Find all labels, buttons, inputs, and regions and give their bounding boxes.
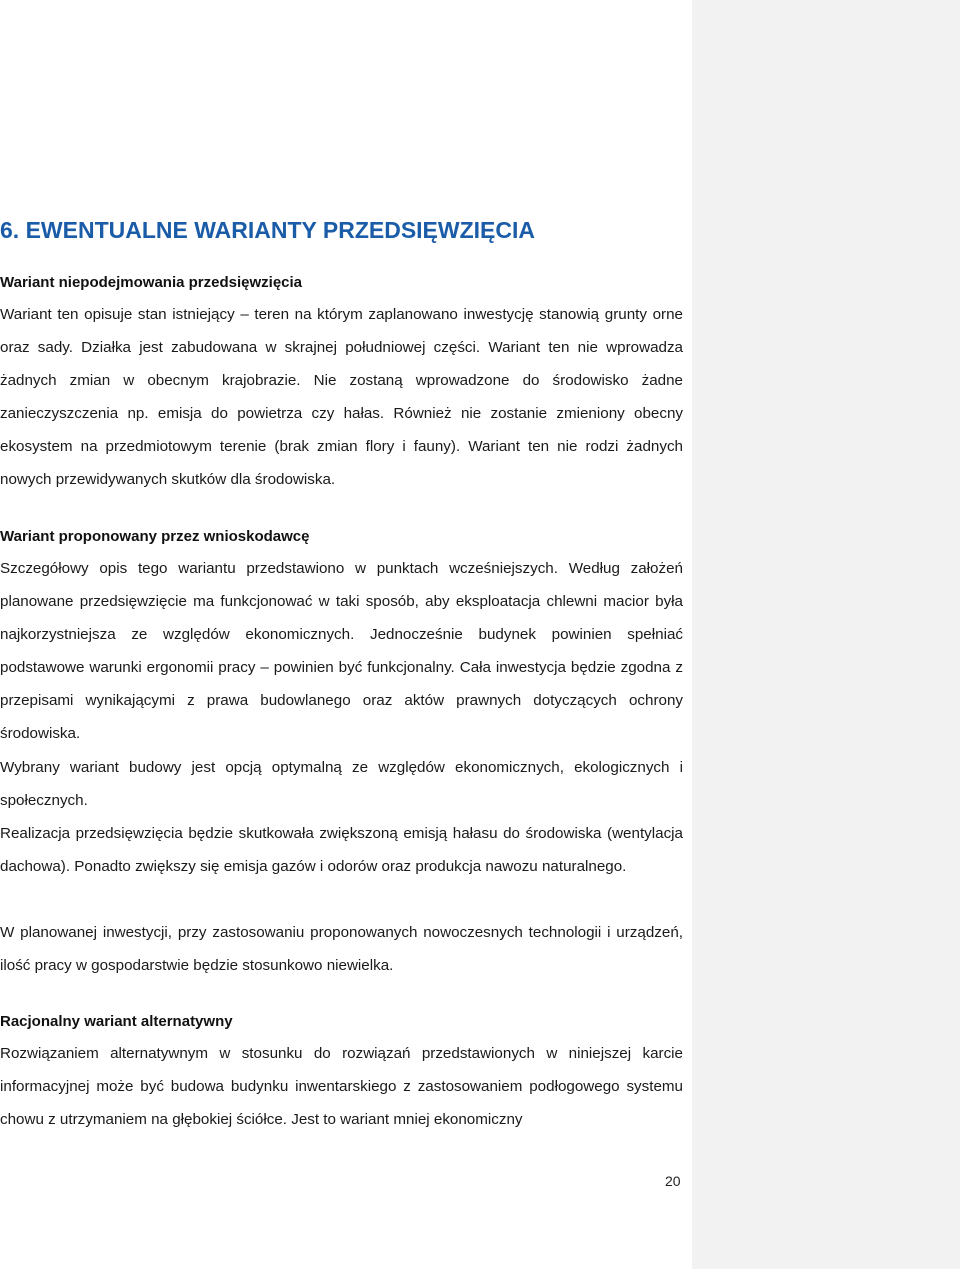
subsection-title-alternative: Racjonalny wariant alternatywny — [0, 1013, 233, 1030]
paragraph-proposed-description: Szczegółowy opis tego wariantu przedstawiono w punktach wcześniejszych. Według założeń planowane przedsięwzięcie ma funkcjonować w taki sposób, aby eksploatacja chlewni macior była najkorzystniejsza ze względów ekonomicznych. Jednocześnie budynek powinien spełniać podstawowe warunki ergonomii pracy – powinien być funkcjonalny. Cała inwestycja będzie zgodna z przepisami wynikającymi z prawa budowlanego oraz aktów prawnych dotyczących ochrony środowiska. — [0, 560, 683, 742]
paragraph-workload: W planowanej inwestycji, przy zastosowaniu proponowanych nowoczesnych technologii i urządzeń, ilość pracy w gospodarstwie będzie stosunkowo niewielka. — [0, 924, 683, 974]
paragraph-no-action-variant: Wariant ten opisuje stan istniejący – teren na którym zaplanowano inwestycję stanowią grunty orne oraz sady. Działka jest zabudowana w skrajnej południowej części. Wariant ten nie wprowadza żadnych zmian w obecnym krajobrazie. Nie zostaną wprowadzone do środowisko żadne zanieczyszczenia np. emisja do powietrza czy hałas. Również nie zostanie zmieniony obecny ekosystem na przedmiotowym terenie (brak zmian flory i fauny). Wariant ten nie rodzi żadnych nowych przewidywanych skutków dla środowiska. — [0, 306, 683, 488]
page-number: 20 — [665, 1173, 681, 1189]
subsection-title-proposed: Wariant proponowany przez wnioskodawcę — [0, 528, 310, 545]
comment-margin — [692, 0, 960, 1269]
paragraph-alternative-variant: Rozwiązaniem alternatywnym w stosunku do rozwiązań przedstawionych w niniejszej karcie informacyjnej może być budowa budynku inwentarskiego z zastosowaniem podłogowego systemu chowu z utrzymaniem na głębokiej ściółce. Jest to wariant mniej ekonomiczny — [0, 1045, 683, 1128]
subsection-title-no-action: Wariant niepodejmowania przedsięwzięcia — [0, 274, 303, 291]
paragraph-optimal-option: Wybrany wariant budowy jest opcją optymalną ze względów ekonomicznych, ekologicznych i społecznych. — [0, 759, 683, 809]
paragraph-emissions: Realizacja przedsięwzięcia będzie skutkowała zwiększoną emisją hałasu do środowiska (wentylacja dachowa). Ponadto zwiększy się emisja gazów i odorów oraz produkcja nawozu naturalnego. — [0, 825, 683, 875]
section-heading: 6. EWENTUALNE WARIANTY PRZEDSIĘWZIĘCIA — [0, 217, 535, 243]
